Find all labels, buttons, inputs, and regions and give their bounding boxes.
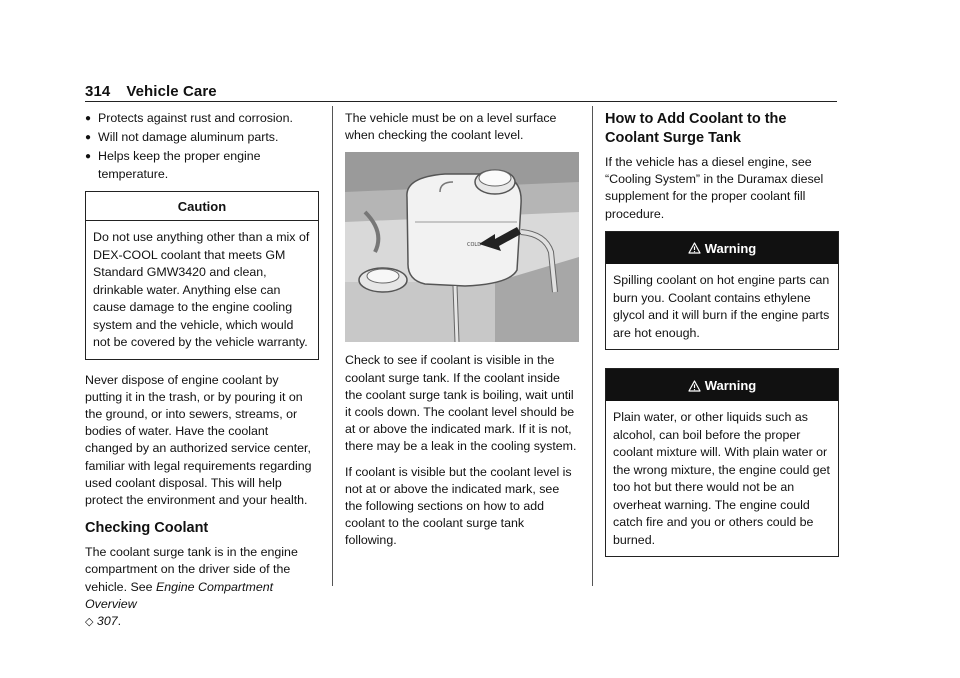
add-coolant-heading: How to Add Coolant to the Coolant Surge Tank	[605, 111, 787, 146]
caution-title: Caution	[86, 192, 318, 221]
bullet-icon: ●	[85, 113, 92, 124]
page-ref-number[interactable]: 307	[96, 613, 118, 628]
warning-title-bar	[606, 232, 838, 264]
coolant-level-paragraph: If coolant is visible but the coolant level is not at or above the indicated mark, see the following sections on how to add coolant to the coolant surge tank following.	[345, 464, 572, 548]
page-number: 314	[85, 83, 111, 100]
coolant-surge-tank-illustration	[345, 152, 579, 342]
bullet-icon: ●	[85, 151, 92, 163]
bullet-icon: ●	[85, 132, 92, 144]
check-coolant-paragraph: Check to see if coolant is visible in the coolant surge tank. If the coolant inside the coolant surge tank is boiling, wait until it cools down. The coolant level should be at or above the indicated mark. If it is not, there may be a leak in the cooling system.	[345, 353, 577, 454]
engine-compartment-link[interactable]: Engine Compartment Overview	[85, 579, 274, 611]
warning-title: Warning	[704, 378, 757, 394]
warning-triangle-icon	[688, 380, 701, 392]
level-surface-paragraph: The vehicle must be on a level surface when checking the coolant level.	[345, 111, 557, 143]
warning-title-bar	[606, 369, 838, 401]
list-item: ● Will not damage aluminum parts.	[85, 129, 319, 146]
bullet-list	[85, 110, 319, 183]
svg-text:COLD: COLD	[467, 242, 482, 249]
caution-box	[85, 191, 319, 360]
warning-box	[605, 231, 839, 350]
list-item: ● Helps keep the proper engine temperature.	[85, 149, 261, 181]
column-2	[345, 110, 579, 558]
page-header	[85, 83, 217, 100]
warning-body: Spilling coolant on hot engine parts can burn you. Coolant contains ethylene glycol and it will burn if the engine parts are hot enough.	[613, 273, 830, 340]
warning-triangle-icon	[688, 242, 701, 254]
warning-body: Plain water, or other liquids such as alcohol, can boil before the proper coolant mixture will. With plain water or the wrong mixture, the engine could get too hot but there would not be an overheat warning. The engine could catch fire and you or others could be burned.	[613, 410, 830, 547]
section-title: Vehicle Care	[126, 83, 217, 100]
disposal-paragraph: Never dispose of engine coolant by putting it in the trash, or by pouring it on the ground, or into sewers, streams, or bodies of water. Have the coolant changed by an authorized service center, familiar with legal requirements regarding used coolant disposal. This will help protect the environment and your health.	[85, 372, 312, 507]
column-1	[85, 110, 319, 639]
header-rule	[85, 101, 837, 102]
page-ref-icon: ◇	[85, 615, 94, 628]
column-divider	[592, 106, 593, 586]
caution-body: Do not use anything other than a mix of DEX-COOL coolant that meets GM Standard GMW3420 and clean, drinkable water. Anything else can cause damage to the engine cooling system and the vehicle, which would not be covered by the vehicle warranty.	[93, 230, 310, 350]
list-item: ● Protects against rust and corrosion.	[85, 110, 319, 127]
warning-box	[605, 368, 839, 557]
checking-coolant-paragraph: The coolant surge tank is in the engine compartment on the driver side of the vehicle. See Engine Compartment Overview ◇ 307.	[85, 545, 298, 628]
checking-coolant-heading: Checking Coolant	[85, 520, 209, 537]
column-3	[605, 110, 839, 575]
diesel-paragraph: If the vehicle has a diesel engine, see “Cooling System” in the Duramax diesel supplement for the proper coolant fill procedure.	[605, 155, 824, 221]
column-divider	[332, 106, 333, 586]
warning-title: Warning	[704, 240, 757, 256]
